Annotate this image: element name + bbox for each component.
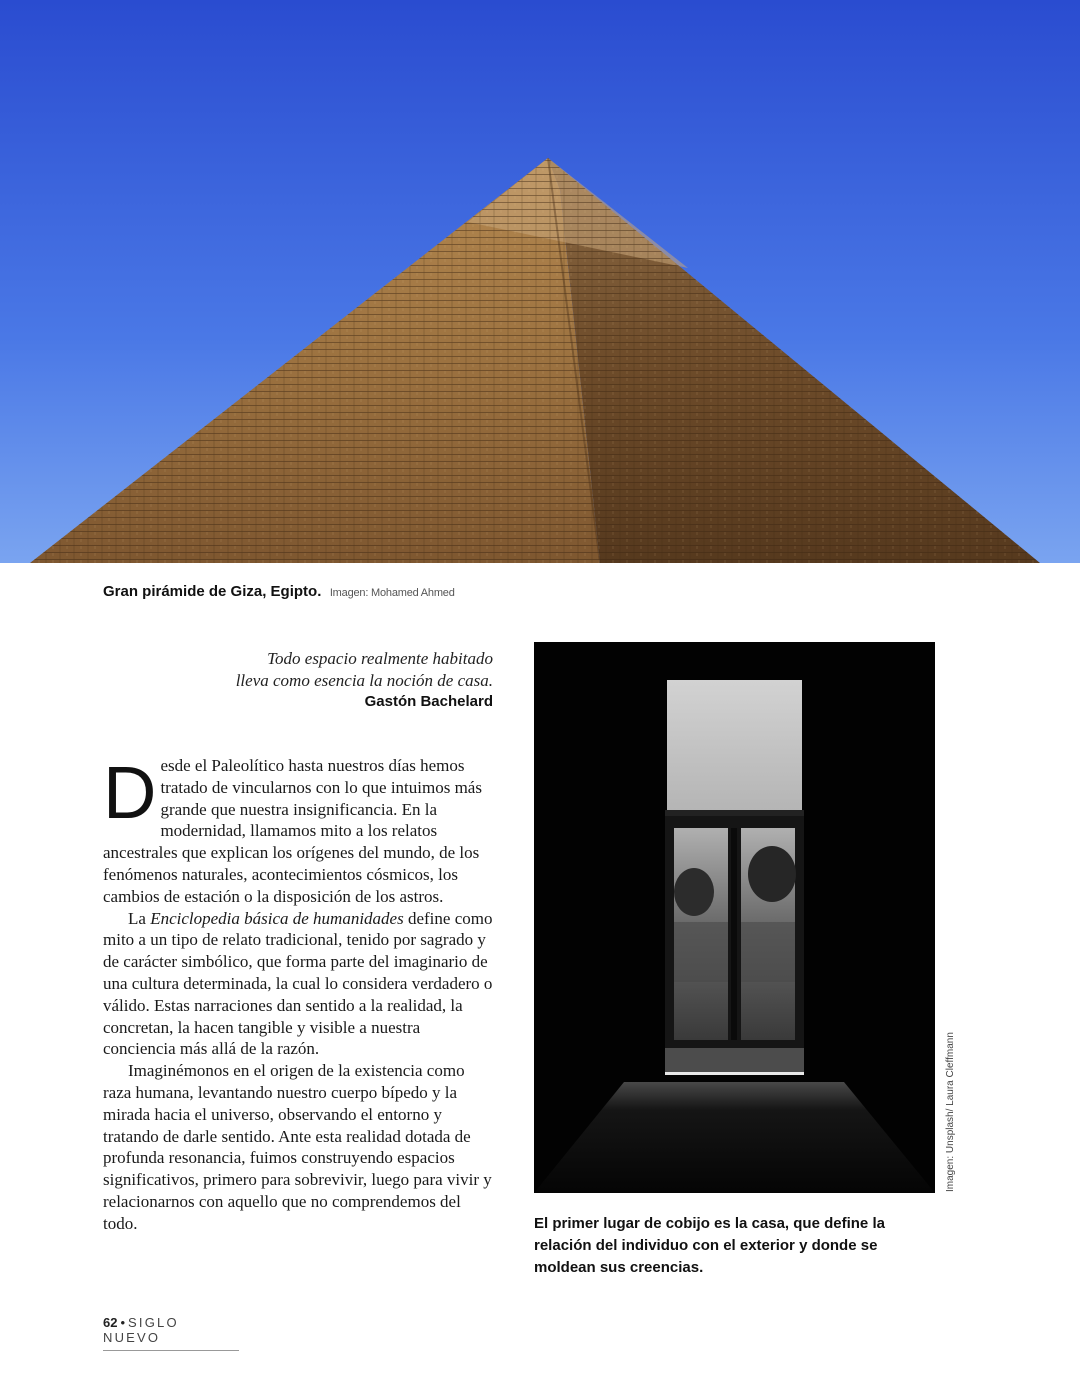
page-footer [103,1315,239,1351]
book-title: Enciclopedia básica de humanidades [150,908,404,928]
epigraph-line-2: lleva como esencia la noción de casa. [235,671,493,690]
article-paragraph-1 [103,751,493,908]
doorway-photo-credit: Imagen: Unsplash/ Laura Cleffmann [945,1032,956,1192]
footer-separator: • [120,1315,126,1330]
hero-photo-credit: Imagen: Mohamed Ahmed [329,587,455,599]
drop-cap: D [103,751,157,834]
article-body [103,751,493,1235]
doorway-photo [534,642,935,1193]
paragraph-2-lead: La [128,908,151,928]
paragraph-1-text: esde el Paleolítico hasta nuestros días hemos tratado de vincularnos con lo que intuimos más grande que nuestra insignificancia. En la modernidad, llamamos mito a los relatos ancestrales que explican los orígenes del mundo, de los fenómenos naturales, acontecimientos cósmicos, los cambios de estación o la disposición de los astros. [103,756,482,906]
article-paragraph-3: Imaginémonos en el origen de la existencia como raza humana, levantando nuestro cuerpo bípedo y la mirada hacia el universo, observando el entorno y tratando de darle sentido. Ante esta realidad dotada de profunda resonancia, fuimos construyendo espacios significativos, primero para sobrevivir, luego para vivir y relacionarnos con aquello que no comprendemos del todo. [103,1061,492,1233]
hero-caption [103,583,455,601]
article-paragraph-2 [103,908,493,1061]
hero-caption-title: Gran pirámide de Giza, Egipto. [103,583,322,600]
pyramid-photo [0,0,1080,563]
epigraph-author: Gastón Bachelard [364,693,493,710]
page-number: 62 [103,1315,118,1330]
epigraph-line-1: Todo espacio realmente habitado [267,649,493,668]
doorway-caption: El primer lugar de cobijo es la casa, que define la relación del individuo con el exterior y donde se moldean sus creencias. [534,1215,885,1276]
paragraph-2-text: define como mito a un tipo de relato tradicional, tenido por sagrado y de carácter simbólico, que forma parte del imaginario de una cultura determinada, la cual lo considera verdadero o válido. Estas narraciones dan sentido a la realidad, la concretan, la hacen tangible y visible a nuestra conciencia más allá de la razón. [103,908,493,1059]
epigraph [140,648,493,710]
magazine-name: SIGLO NUEVO [103,1315,179,1345]
